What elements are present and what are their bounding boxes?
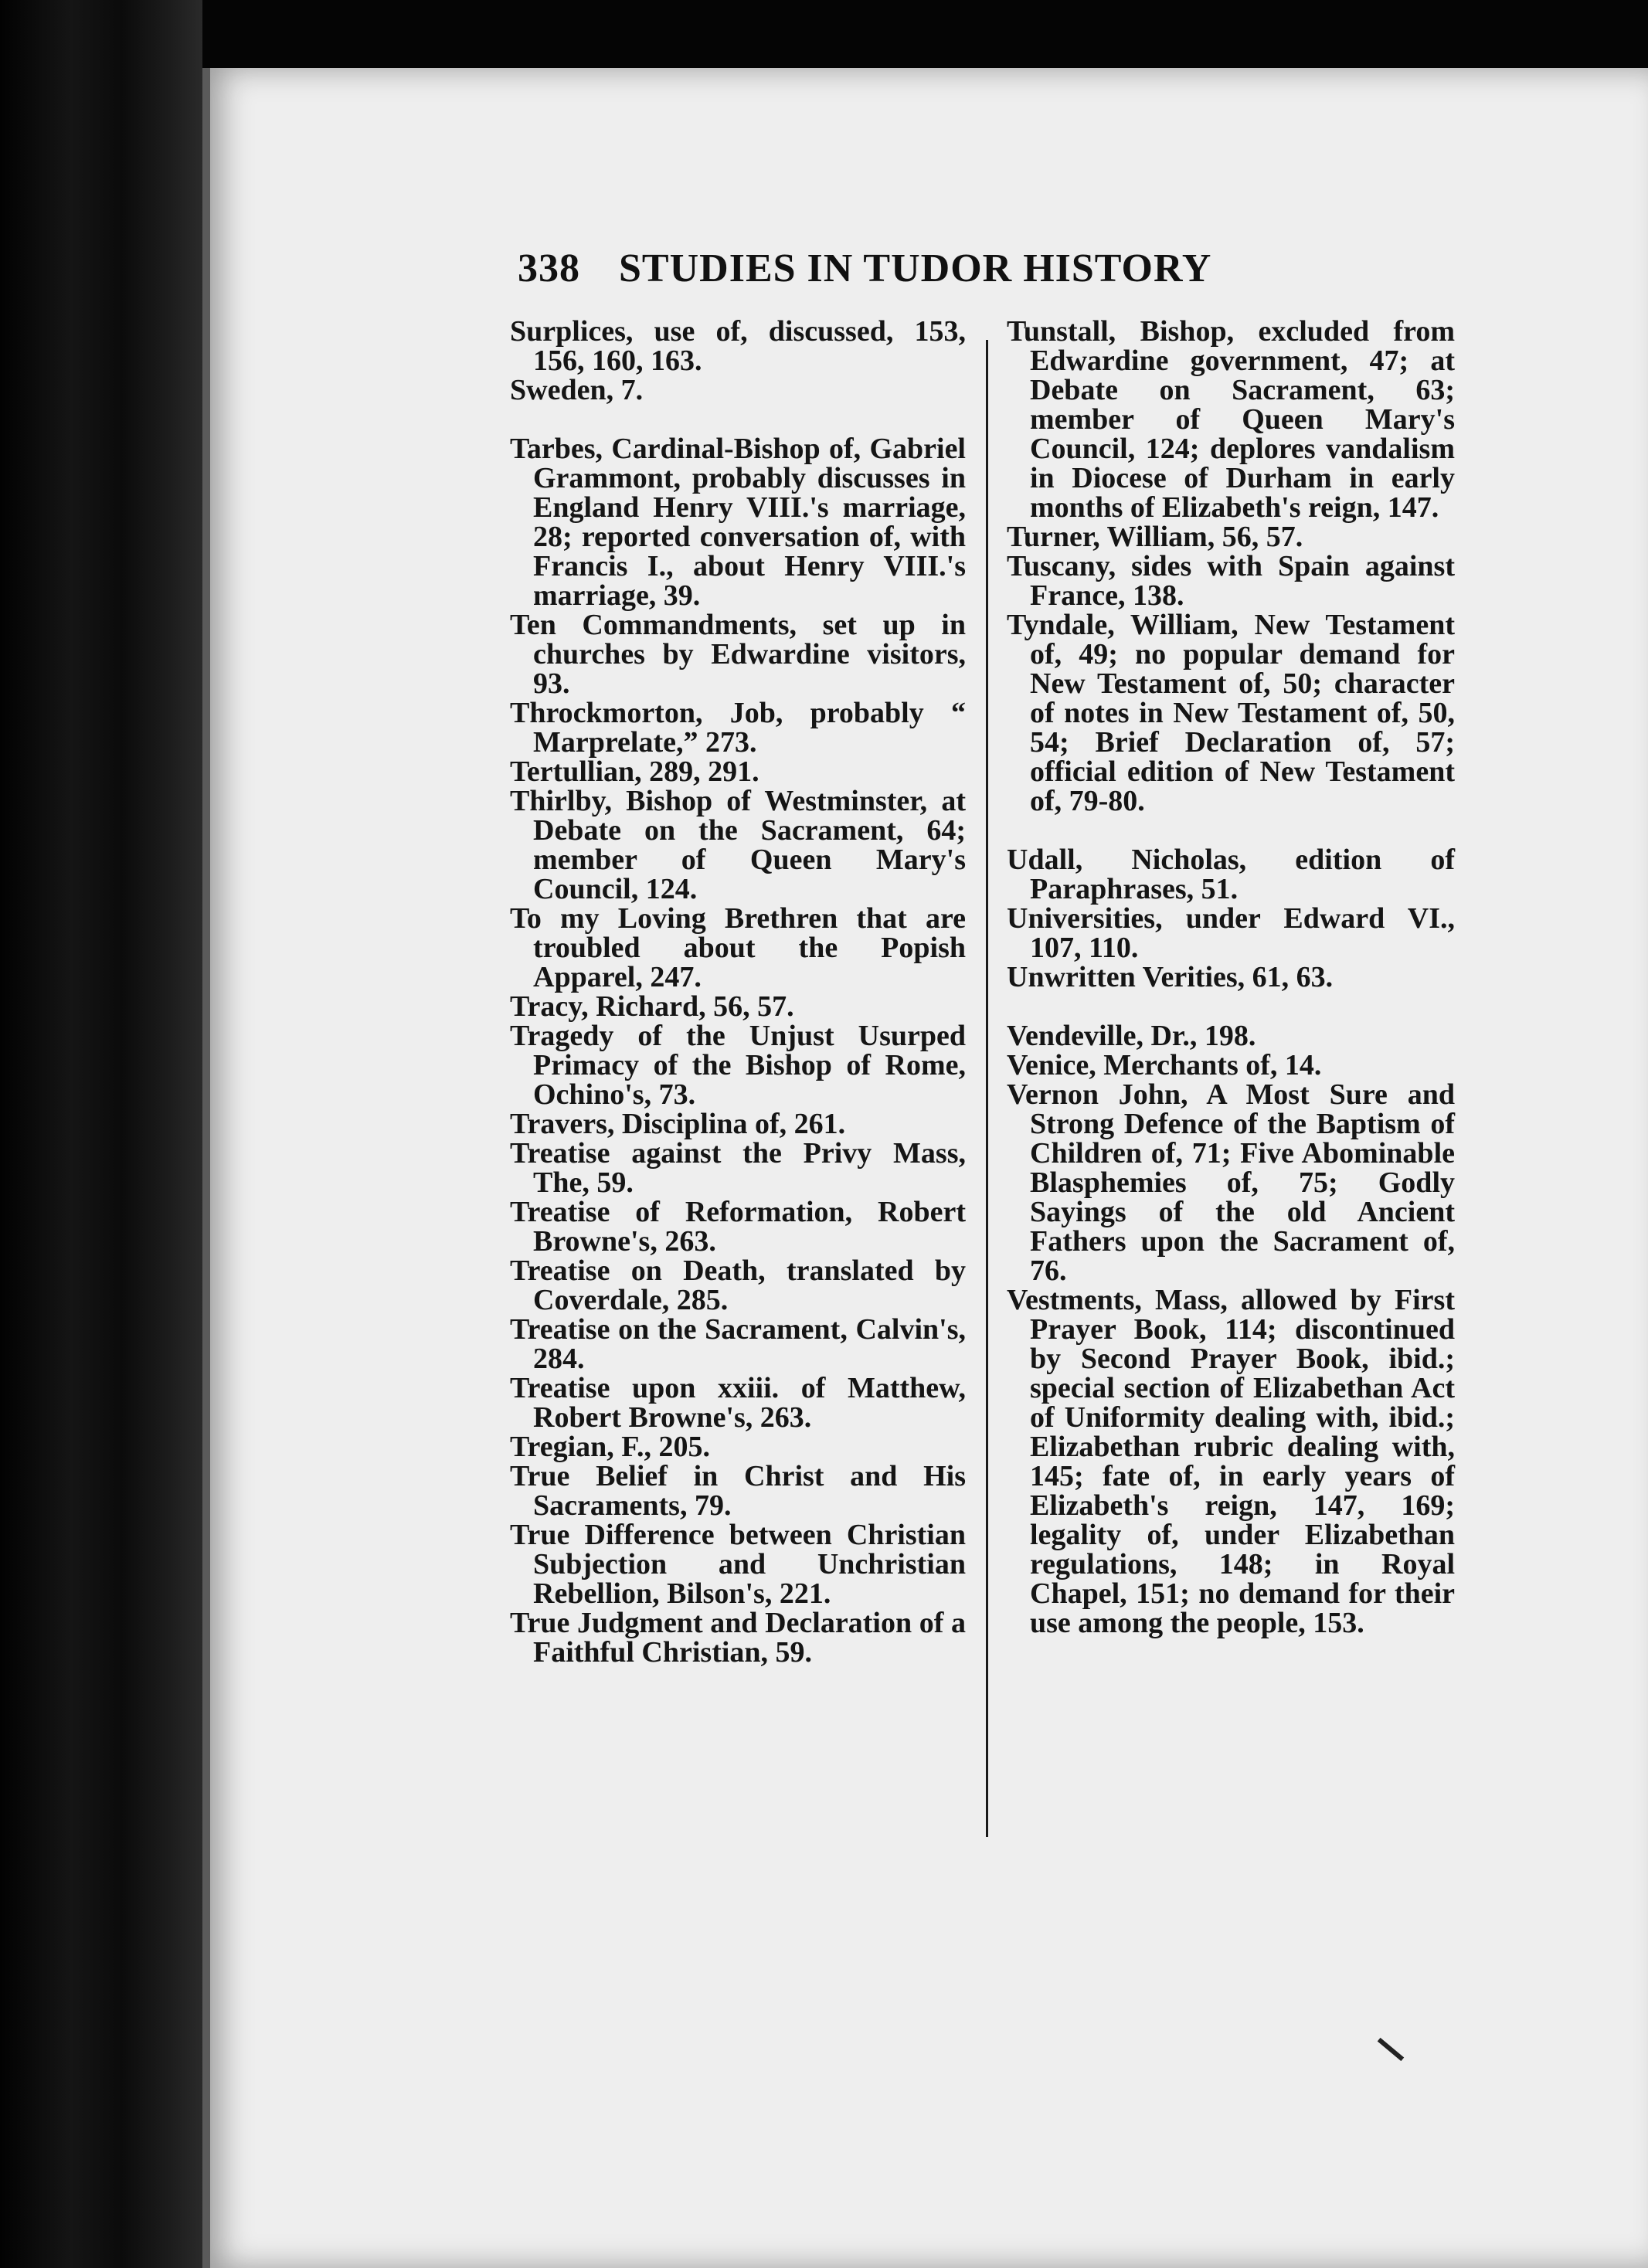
- index-entry: Treatise upon xxiii. of Matthew, Robert Browne's, 263.: [510, 1372, 966, 1434]
- running-header: [518, 246, 1337, 307]
- scanner-border: [0, 0, 202, 2268]
- index-column-right: [1007, 317, 1455, 1638]
- index-entry: Throckmorton, Job, probably “ Marprelate,” 273.: [510, 697, 966, 759]
- page-edge: [202, 68, 210, 2268]
- index-entry: Tertullian, 289, 291.: [510, 755, 759, 788]
- index-entry: Vestments, Mass, allowed by First Prayer Book, 114; discontinued by Second Prayer Book, ibid.; special section of Elizabethan Act of Uniformity dealing with, ibid.; Elizabethan rubric dealing with, 145; fate of, in early years of Elizabeth's reign, 147, 169; legality of, under Elizabethan regulations, 148; in Royal Chapel, 151; no demand for their use among the people, 153.: [1007, 1284, 1455, 1639]
- index-entry: True Difference between Christian Subjection and Unchristian Rebellion, Bilson's, 221.: [510, 1519, 966, 1610]
- index-entry: Tyndale, William, New Testament of, 49; no popular demand for New Testament of, 50; character of notes in New Testament of, 50, 54; Brief Declaration of, 57; official edition of New Testament of, 79-80.: [1007, 609, 1455, 817]
- index-entry: Udall, Nicholas, edition of Paraphrases, 51.: [1007, 844, 1455, 905]
- index-entry: Tragedy of the Unjust Usurped Primacy of the Bishop of Rome, Ochino's, 73.: [510, 1020, 966, 1111]
- index-entry: Sweden, 7.: [510, 374, 644, 406]
- index-entry: Unwritten Verities, 61, 63.: [1007, 961, 1334, 993]
- index-entry: Tracy, Richard, 56, 57.: [510, 990, 794, 1023]
- index-entry: True Judgment and Declaration of a Faithful Christian, 59.: [510, 1607, 966, 1669]
- column-divider: [986, 340, 988, 1837]
- index-entry: Travers, Disciplina of, 261.: [510, 1108, 846, 1140]
- index-column-left: [510, 317, 966, 1667]
- index-entry: Turner, William, 56, 57.: [1007, 521, 1303, 553]
- index-entry: Tregian, F., 205.: [510, 1431, 710, 1463]
- index-entry: Tunstall, Bishop, excluded from Edwardine government, 47; at Debate on Sacrament, 63; member of Queen Mary's Council, 124; deplores vandalism in Diocese of Durham in early months of Elizabeth's reign, 147.: [1007, 315, 1455, 524]
- index-entry: Tarbes, Cardinal-Bishop of, Gabriel Grammont, probably discusses in England Henry VIII.'s marriage, 28; reported conversation of, with Francis I., about Henry VIII.'s marriage, 39.: [510, 433, 966, 612]
- index-entry: To my Loving Brethren that are troubled about the Popish Apparel, 247.: [510, 902, 966, 993]
- index-entry: Surplices, use of, discussed, 153, 156, 160, 163.: [510, 315, 966, 377]
- index-entry: Treatise on Death, translated by Coverdale, 285.: [510, 1255, 966, 1316]
- index-entry: Venice, Merchants of, 14.: [1007, 1049, 1322, 1081]
- index-entry: Universities, under Edward VI., 107, 110.: [1007, 902, 1455, 964]
- page-number: 338: [518, 246, 580, 290]
- index-entry: Treatise of Reformation, Robert Browne's, 263.: [510, 1196, 966, 1258]
- index-entry: Vernon John, A Most Sure and Strong Defence of the Baptism of Children of, 71; Five Abominable Blasphemies of, 75; Godly Sayings of the old Ancient Fathers upon the Sacrament of, 76.: [1007, 1078, 1455, 1287]
- index-entry: Tuscany, sides with Spain against France, 138.: [1007, 550, 1455, 612]
- index-entry: Vendeville, Dr., 198.: [1007, 1020, 1256, 1052]
- index-entry: Ten Commandments, set up in churches by Edwardine visitors, 93.: [510, 609, 966, 700]
- index-entry: Thirlby, Bishop of Westminster, at Debate on the Sacrament, 64; member of Queen Mary's Council, 124.: [510, 785, 966, 905]
- running-title: STUDIES IN TUDOR HISTORY: [619, 246, 1212, 290]
- index-entry: Treatise against the Privy Mass, The, 59.: [510, 1137, 966, 1199]
- index-entry: True Belief in Christ and His Sacraments, 79.: [510, 1460, 966, 1522]
- index-entry: Treatise on the Sacrament, Calvin's, 284.: [510, 1313, 966, 1375]
